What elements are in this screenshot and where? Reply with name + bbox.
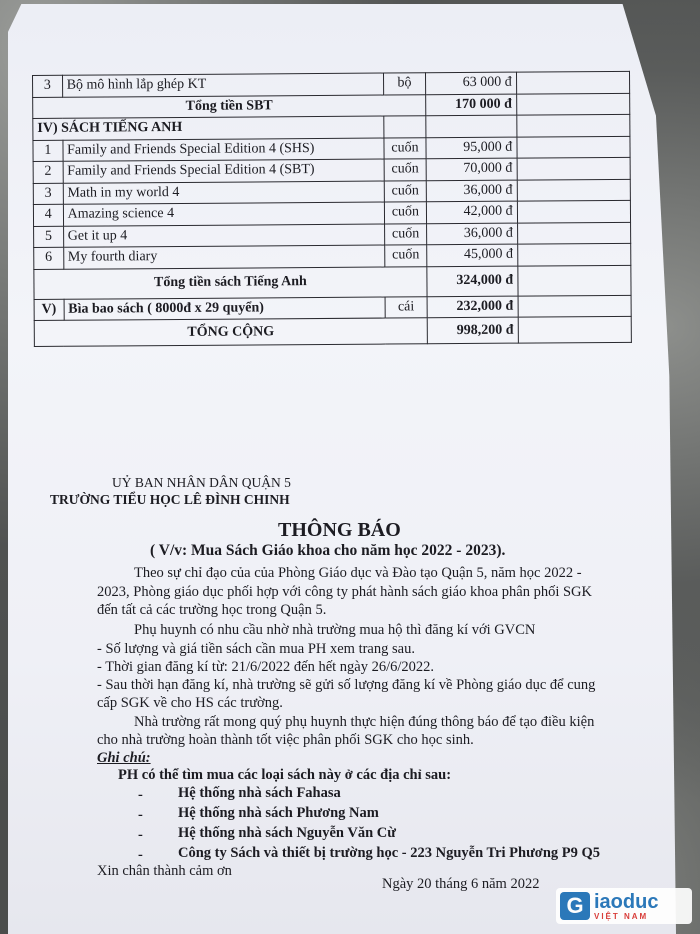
item-name: Family and Friends Special Edition 4 (SHS) — [63, 138, 385, 162]
item-name: Bìa bao sách ( 8000đ x 29 quyển) — [64, 297, 386, 321]
item-price: 45,000 đ — [427, 244, 518, 266]
item-price: 36,000 đ — [426, 223, 517, 245]
notice-subtitle: ( V/v: Mua Sách Giáo khoa cho năm học 2022 - 2023). — [150, 542, 506, 559]
item-unit: cuốn — [384, 202, 426, 224]
item-unit: cuốn — [384, 137, 426, 159]
note-label: Ghi chú: — [97, 750, 151, 766]
paragraph-line: Theo sự chỉ đạo của của Phòng Giáo dục và Đào tạo Quận 5, năm học 2022 - — [134, 565, 582, 581]
item-price: 232,000 đ — [427, 296, 518, 318]
store-dash: - — [138, 807, 143, 823]
item-unit: cái — [385, 296, 427, 318]
bullet-line: - Thời gian đăng kí từ: 21/6/2022 đến hết ngày 26/6/2022. — [97, 659, 435, 675]
section-header: IV) SÁCH TIẾNG ANH — [33, 116, 384, 140]
logo-mark: G — [560, 892, 590, 920]
subtotal-price: 324,000 đ — [427, 266, 518, 297]
notice-title: THÔNG BÁO — [278, 519, 401, 541]
store-dash: - — [138, 827, 143, 843]
logo-sub-text: VIỆT NAM — [594, 911, 649, 921]
row-number: 5 — [34, 226, 64, 248]
logo-text — [594, 892, 658, 921]
note-intro: PH có thể tìm mua các loại sách này ở các địa chỉ sau: — [118, 767, 452, 783]
bullet-line: - Sau thời hạn đăng kí, nhà trường sẽ gửi số lượng đăng kí về Phòng giáo dục để cung — [97, 677, 596, 693]
subtotal-price: 170 000 đ — [426, 94, 517, 116]
item-name: Math in my world 4 — [63, 181, 385, 205]
item-price: 36,000 đ — [426, 180, 517, 202]
date-line: Ngày 20 tháng 6 năm 2022 — [382, 876, 540, 892]
item-name: Amazing science 4 — [63, 202, 385, 226]
item-name: Family and Friends Special Edition 4 (SBT) — [63, 159, 385, 183]
paragraph-line: Phụ huynh có nhu cầu nhờ nhà trường mua hộ thì đăng kí với GVCN — [134, 622, 536, 638]
thanks-line: Xin chân thành cảm ơn — [97, 863, 232, 879]
row-number: 6 — [34, 247, 64, 269]
item-price: 63 000 đ — [425, 72, 516, 94]
bullet-line: cấp SGK về cho HS các trường. — [97, 695, 283, 711]
item-name: My fourth diary — [63, 245, 385, 269]
item-unit: cuốn — [384, 180, 426, 202]
authority-header: UỶ BAN NHÂN DÂN QUẬN 5 — [112, 475, 291, 490]
store-item: Công ty Sách và thiết bị trường học - 223 Nguyễn Tri Phương P9 Q5 — [178, 845, 601, 861]
paragraph-line: cho nhà trường hoàn thành tốt việc phân phối SGK cho học sinh. — [97, 732, 474, 748]
item-unit: cuốn — [384, 159, 426, 181]
store-item: Hệ thống nhà sách Fahasa — [178, 785, 341, 801]
school-header: TRƯỜNG TIỂU HỌC LÊ ĐÌNH CHINH — [50, 492, 290, 507]
store-dash: - — [138, 787, 143, 803]
paragraph-line: Nhà trường rất mong quý phụ huynh thực hiện đúng thông báo để tạo điều kiện — [134, 714, 595, 730]
item-name: Bộ mô hình lắp ghép KT — [62, 73, 384, 97]
paragraph-line: 2023, Phòng giáo dục phối hợp với công ty phát hành sách giáo khoa phân phối SGK — [97, 584, 592, 600]
row-number: V) — [34, 299, 64, 321]
store-item: Hệ thống nhà sách Phương Nam — [178, 805, 379, 821]
item-unit: bộ — [384, 73, 426, 95]
store-dash: - — [138, 847, 143, 863]
grand-total-price: 998,200 đ — [427, 317, 518, 344]
subtotal-label: Tổng tiền SBT — [33, 94, 426, 118]
giaoduc-logo — [556, 888, 692, 924]
paragraph-line: đến tất cả các trường học trong Quận 5. — [97, 602, 327, 618]
item-price: 70,000 đ — [426, 158, 517, 180]
row-number: 1 — [33, 140, 63, 162]
bullet-line: - Số lượng và giá tiền sách cần mua PH xem trang sau. — [97, 641, 415, 657]
logo-main-text: iaoduc — [594, 890, 659, 913]
grand-total-label: TỔNG CỘNG — [34, 318, 427, 347]
item-price: 95,000 đ — [426, 137, 517, 159]
subtotal-label: Tổng tiền sách Tiếng Anh — [34, 266, 427, 299]
item-name: Get it up 4 — [63, 224, 385, 248]
row-number: 4 — [33, 204, 63, 226]
row-number: 3 — [33, 75, 63, 97]
row-number: 3 — [33, 183, 63, 205]
store-item: Hệ thống nhà sách Nguyễn Văn Cừ — [178, 825, 396, 841]
item-unit: cuốn — [385, 245, 427, 267]
row-number: 2 — [33, 161, 63, 183]
item-unit: cuốn — [385, 223, 427, 245]
item-price: 42,000 đ — [426, 201, 517, 223]
